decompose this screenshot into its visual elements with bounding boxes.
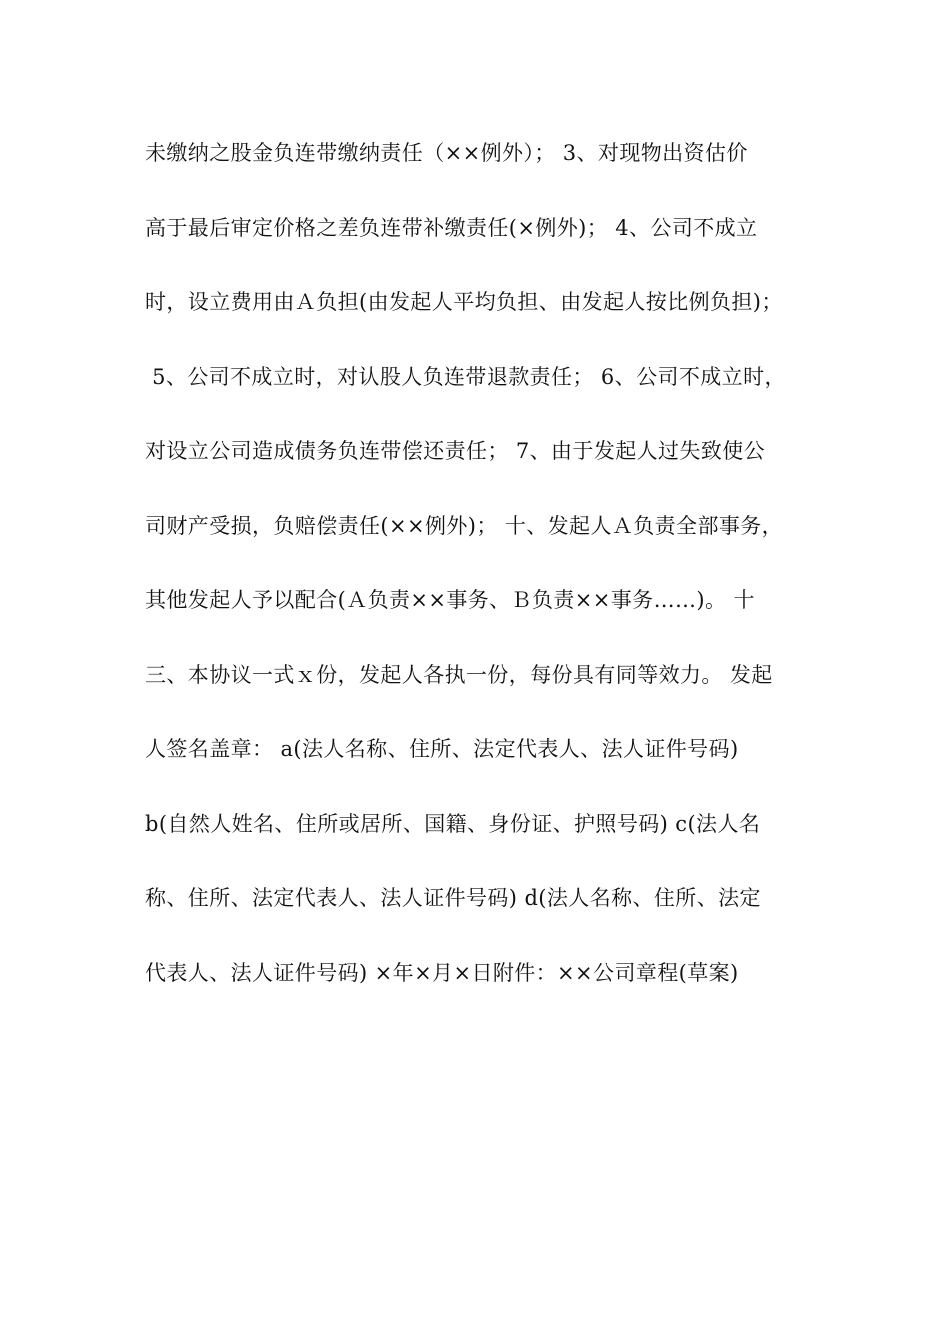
text-line-12: 代表人、法人证件号码) ×年×月×日附件：××公司章程(草案) [145,960,739,985]
text-line-9: 人签名盖章： a(法人名称、住所、法定代表人、法人证件号码) [145,737,739,761]
text-line-4: 5、公司不成立时，对认股人负连带退款责任； 6、公司不成立时， [145,364,786,389]
text-line-11: 称、住所、法定代表人、法人证件号码) d(法人名称、住所、法定 [145,886,761,910]
text-line-5: 对设立公司造成债务负连带偿还责任； 7、由于发起人过失致使公 [145,439,766,463]
text-line-10: b(自然人姓名、住所或居所、国籍、身份证、护照号码) c(法人名 [145,811,761,836]
text-line-7: 其他发起人予以配合(Ａ负责××事务、Ｂ负责××事务……)。 十 [145,588,755,612]
text-line-2: 高于最后审定价格之差负连带补缴责任(×例外)； 4、公司不成立 [145,215,758,240]
text-line-3: 时，设立费用由Ａ负担(由发起人平均负担、由发起人按比例负担)； [145,290,783,314]
document-body [145,128,825,1022]
text-line-6: 司财产受损，负赔偿责任(××例外)； 十、发起人Ａ负责全部事务， [145,513,784,538]
text-line-8: 三、本协议一式ｘ份，发起人各执一份，每份具有同等效力。 发起 [145,662,773,687]
text-line-1: 未缴纳之股金负连带缴纳责任（××例外）； 3、对现物出资估价 [145,141,748,165]
